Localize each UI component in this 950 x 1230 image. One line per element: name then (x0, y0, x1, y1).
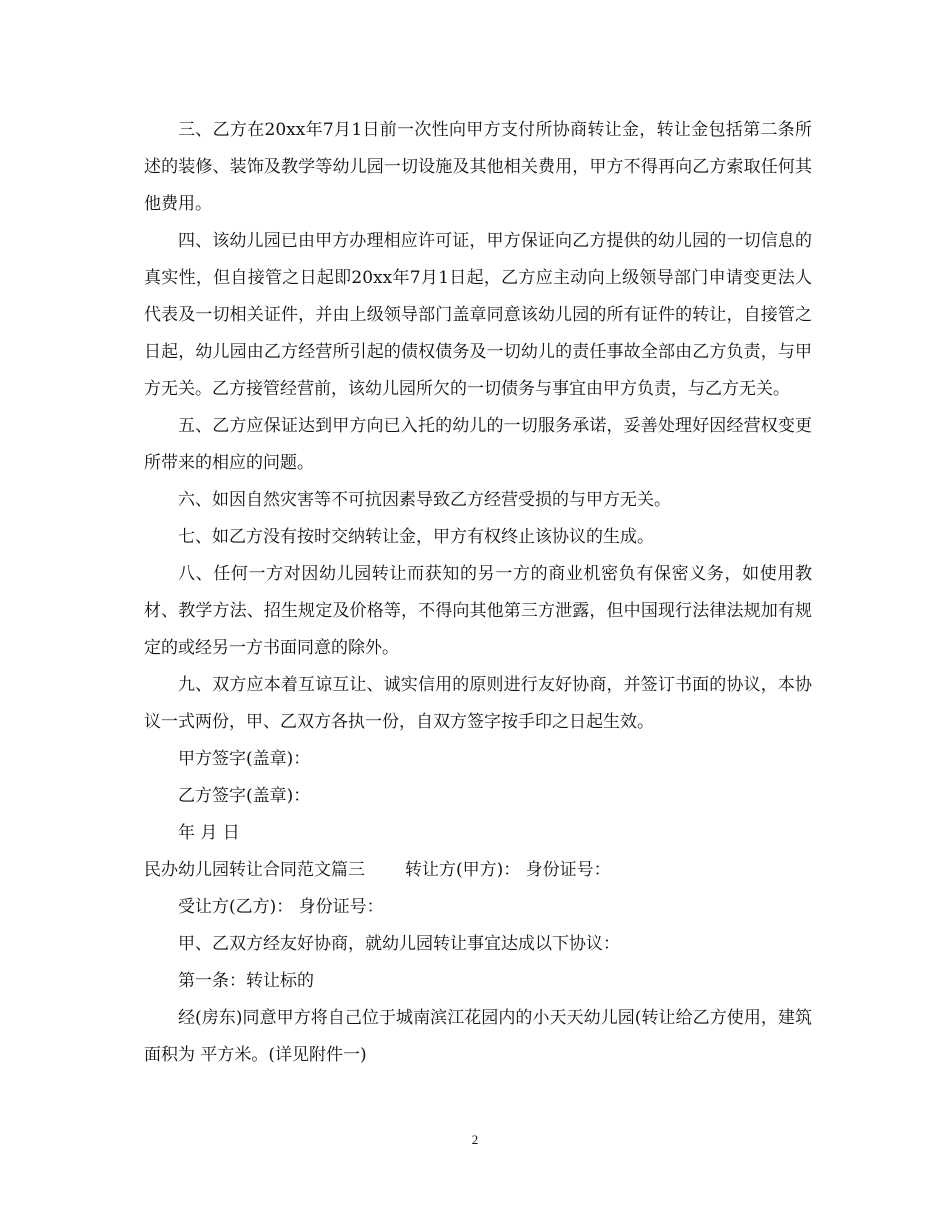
clause-four: 四、该幼儿园已由甲方办理相应许可证，甲方保证向乙方提供的幼儿园的一切信息的真实性，但自接管之日起即20xx年7月1日起，乙方应主动向上级领导部门申请变更法人代表及一切相关证件，并由上级领导部门盖章同意该幼儿园的所有证件的转让，自接管之日起，幼儿园由乙方经营所引起的债权债务及一切幼儿的责任事故全部由乙方负责，与甲方无关。乙方接管经营前，该幼儿园所欠的一切债务与事宜由甲方负责，与乙方无关。 (144, 231, 812, 399)
article-one-body: 经(房东)同意甲方将自己位于城南滨江花园内的小天天幼儿园(转让给乙方使用，建筑面积为 平方米。(详见附件一) (144, 1008, 812, 1065)
clause-six: 六、如因自然灾害等不可抗因素导致乙方经营受损的与甲方无关。 (178, 490, 671, 510)
document-body (144, 112, 812, 1074)
page-number: 2 (471, 1132, 479, 1147)
agreement-intro: 甲、乙双方经友好协商，就幼儿园转让事宜达成以下协议： (178, 934, 620, 954)
transferee-line: 受让方(乙方)： 身份证号： (178, 897, 384, 917)
article-one-title: 第一条：转让标的 (178, 971, 314, 991)
transferor-line: 转让方(甲方)： 身份证号： (405, 860, 611, 880)
clause-eight: 八、任何一方对因幼儿园转让而获知的另一方的商业机密负有保密义务，如使用教材、教学方法、招生规定及价格等，不得向其他第三方泄露，但中国现行法律法规加有规定的或经另一方书面同意的除外。 (144, 564, 812, 658)
clause-nine: 九、双方应本着互谅互让、诚实信用的原则进行友好协商，并签订书面的协议，本协议一式两份，甲、乙双方各执一份，自双方签字按手印之日起生效。 (144, 675, 812, 732)
party-a-signature: 甲方签字(盖章)： (178, 749, 311, 769)
party-b-signature: 乙方签字(盖章)： (178, 786, 311, 806)
clause-three: 三、乙方在20xx年7月1日前一次性向甲方支付所协商转让金，转让金包括第二条所述的装修、装饰及教学等幼儿园一切设施及其他相关费用，甲方不得再向乙方索取任何其他费用。 (144, 120, 812, 214)
date-line: 年 月 日 (178, 823, 240, 843)
clause-seven: 七、如乙方没有按时交纳转让金，甲方有权终止该协议的生成。 (178, 527, 654, 547)
section-title: 民办幼儿园转让合同范文篇三 (144, 860, 365, 880)
clause-five: 五、乙方应保证达到甲方向已入托的幼儿的一切服务承诺，妥善处理好因经营权变更所带来的相应的问题。 (144, 416, 812, 473)
section-heading-row (144, 852, 812, 889)
